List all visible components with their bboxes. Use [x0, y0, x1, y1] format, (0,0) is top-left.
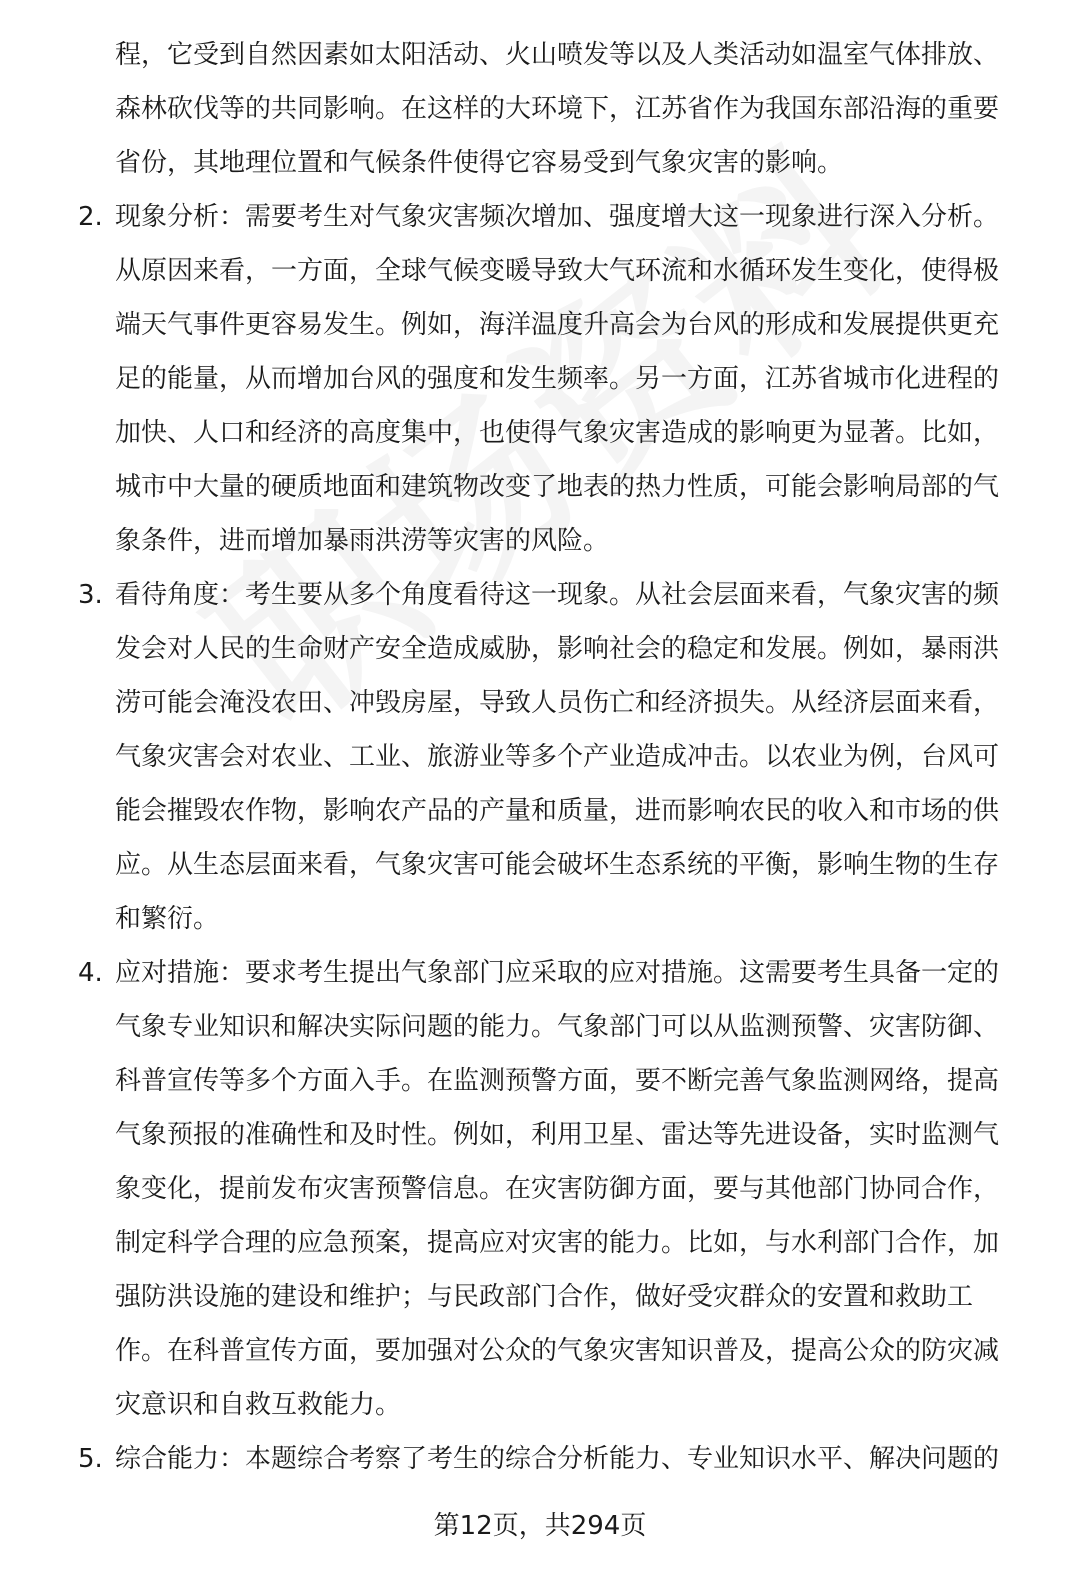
paragraph-line: 程，它受到自然因素如太阳活动、火山喷发等以及人类活动如温室气体排放、: [115, 40, 1000, 70]
paragraph-line: 足的能量，从而增加台风的强度和发生频率。另一方面，江苏省城市化进程的: [115, 364, 1000, 394]
paragraph-line: 象变化，提前发布灾害预警信息。在灾害防御方面，要与其他部门协同合作，: [115, 1174, 1000, 1204]
paragraph-line: 现象分析：需要考生对气象灾害频次增加、强度增大这一现象进行深入分析。: [115, 202, 1000, 232]
list-item-number: 3.: [78, 580, 103, 610]
paragraph-line: 应。从生态层面来看，气象灾害可能会破坏生态系统的平衡，影响生物的生存: [115, 850, 1000, 880]
paragraph-line: 从原因来看，一方面，全球气候变暖导致大气环流和水循环发生变化，使得极: [115, 256, 1000, 286]
numbered-list: [78, 190, 1028, 1486]
list-item: [78, 568, 1028, 946]
list-item-number: 5.: [78, 1444, 103, 1474]
paragraph-line: 科普宣传等多个方面入手。在监测预警方面，要不断完善气象监测网络，提高: [115, 1066, 1000, 1096]
paragraph-line: 加快、人口和经济的高度集中，也使得气象灾害造成的影响更为显著。比如，: [115, 418, 1000, 448]
paragraph-line: 城市中大量的硬质地面和建筑物改变了地表的热力性质，可能会影响局部的气: [115, 472, 1000, 502]
list-item: [78, 190, 1028, 568]
paragraph-line: 省份，其地理位置和气候条件使得它容易受到气象灾害的影响。: [115, 148, 844, 178]
paragraph-line: 发会对人民的生命财产安全造成威胁，影响社会的稳定和发展。例如，暴雨洪: [115, 634, 1000, 664]
paragraph-line: 和繁衍。: [115, 904, 220, 934]
paragraph-line: 看待角度：考生要从多个角度看待这一现象。从社会层面来看，气象灾害的频: [115, 580, 1000, 610]
list-item-number: 4.: [78, 958, 103, 988]
intro-paragraph: [78, 28, 1028, 190]
paragraph-line: 象条件，进而增加暴雨洪涝等灾害的风险。: [115, 526, 610, 556]
page-footer: 第12页，共294页: [433, 1511, 647, 1541]
paragraph-line: 森林砍伐等的共同影响。在这样的大环境下，江苏省作为我国东部沿海的重要: [115, 94, 1000, 124]
content-body: [78, 28, 1028, 1486]
paragraph-line: 作。在科普宣传方面，要加强对公众的气象灾害知识普及，提高公众的防灾减: [115, 1336, 1000, 1366]
list-item-number: 2.: [78, 202, 103, 232]
list-item: [78, 1432, 1028, 1486]
paragraph-line: 强防洪设施的建设和维护；与民政部门合作，做好受灾群众的安置和救助工: [115, 1282, 974, 1312]
paragraph-line: 应对措施：要求考生提出气象部门应采取的应对措施。这需要考生具备一定的: [115, 958, 1000, 988]
paragraph-line: 气象专业知识和解决实际问题的能力。气象部门可以从监测预警、灾害防御、: [115, 1012, 1000, 1042]
paragraph-line: 能会摧毁农作物，影响农产品的产量和质量，进而影响农民的收入和市场的供: [115, 796, 1000, 826]
paragraph-line: 综合能力：本题综合考察了考生的综合分析能力、专业知识水平、解决问题的: [115, 1444, 1000, 1474]
paragraph-line: 制定科学合理的应急预案，提高应对灾害的能力。比如，与水利部门合作，加: [115, 1228, 1000, 1258]
paragraph-line: 气象灾害会对农业、工业、旅游业等多个产业造成冲击。以农业为例，台风可: [115, 742, 1000, 772]
paragraph-line: 涝可能会淹没农田、冲毁房屋，导致人员伤亡和经济损失。从经济层面来看，: [115, 688, 1000, 718]
paragraph-line: 气象预报的准确性和及时性。例如，利用卫星、雷达等先进设备，实时监测气: [115, 1120, 1000, 1150]
list-item: [78, 946, 1028, 1432]
paragraph-line: 端天气事件更容易发生。例如，海洋温度升高会为台风的形成和发展提供更充: [115, 310, 1000, 340]
paragraph-line: 灾意识和自救互救能力。: [115, 1390, 402, 1420]
